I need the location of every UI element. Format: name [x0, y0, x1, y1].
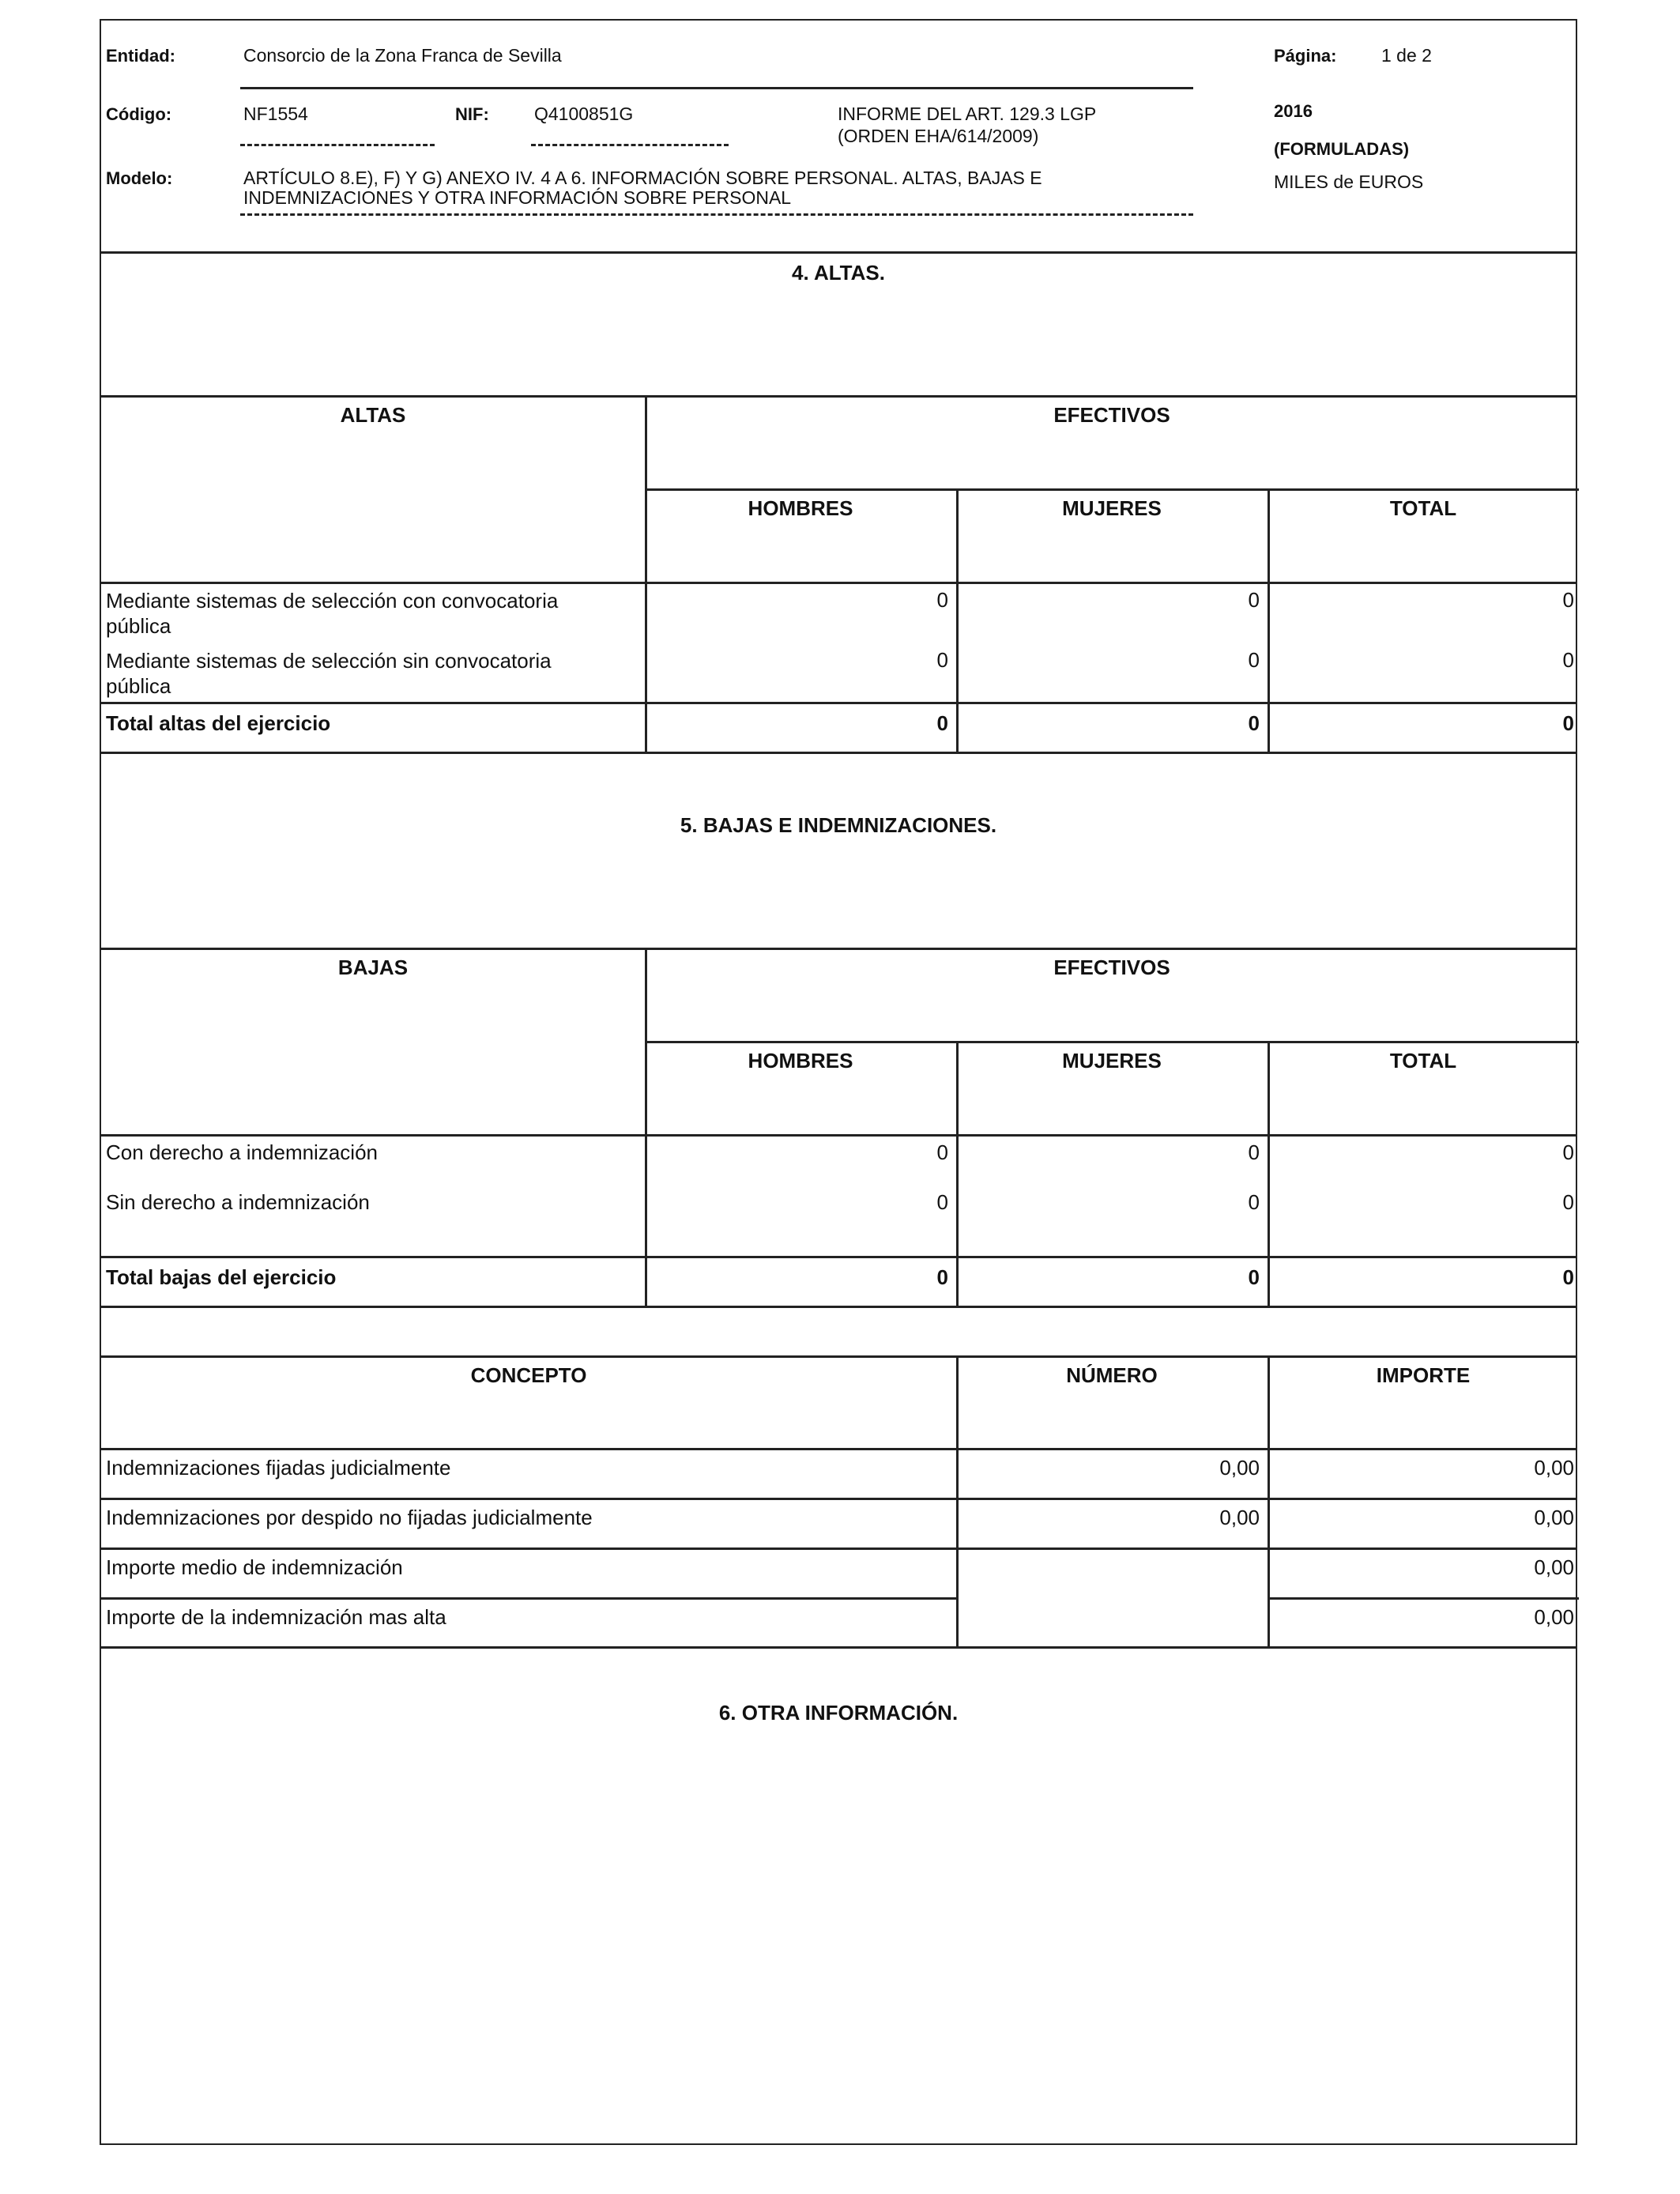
entidad-label: Entidad:	[106, 46, 175, 66]
entidad-underline	[240, 87, 1193, 89]
altas-row-1-hombres: 0	[936, 588, 948, 612]
indem-row-3-label: Importe medio de indemnización	[106, 1555, 403, 1579]
bajas-row-2-total: 0	[1562, 1190, 1574, 1214]
altas-row-2-label: Mediante sistemas de selección sin convocatoria pública	[106, 649, 552, 698]
indem-numero-header: NÚMERO	[1066, 1363, 1158, 1387]
codigo-label: Código:	[106, 104, 172, 124]
indem-header-bottom	[101, 1448, 1576, 1450]
formuladas: (FORMULADAS)	[1274, 139, 1410, 159]
indem-col-divider-2	[1268, 1355, 1270, 1646]
informe-line2: (ORDEN EHA/614/2009)	[838, 126, 1039, 146]
indem-table-top	[101, 1355, 1576, 1358]
altas-total-mujeres: 0	[1248, 711, 1260, 735]
codigo-value: NF1554	[243, 104, 308, 124]
nif-label: NIF:	[455, 104, 489, 124]
altas-total-label: Total altas del ejercicio	[106, 711, 331, 735]
indem-col-divider-1	[956, 1355, 959, 1646]
pagina-value: 1 de 2	[1381, 45, 1432, 66]
altas-mujeres-header: MUJERES	[1062, 496, 1162, 520]
header-divider	[101, 251, 1576, 254]
bajas-row-1-hombres: 0	[936, 1140, 948, 1164]
units: MILES de EUROS	[1274, 172, 1424, 192]
section-otra-title: 6. OTRA INFORMACIÓN.	[718, 1701, 959, 1725]
nif-value: Q4100851G	[534, 104, 634, 124]
entidad-value: Consorcio de la Zona Franca de Sevilla	[243, 45, 562, 66]
bajas-total-header: TOTAL	[1389, 1049, 1457, 1072]
indem-row-3-bottom-left	[101, 1597, 956, 1600]
year: 2016	[1274, 101, 1313, 121]
bajas-efectivos-header: EFECTIVOS	[1053, 956, 1170, 979]
indem-row-3-bottom-right	[1268, 1597, 1579, 1600]
modelo-label: Modelo:	[106, 168, 173, 188]
altas-total-hombres: 0	[936, 711, 948, 735]
indem-row-2-numero: 0,00	[1219, 1506, 1260, 1529]
bajas-mujeres-header: MUJERES	[1062, 1049, 1162, 1072]
indem-importe-header: IMPORTE	[1376, 1363, 1471, 1387]
altas-efectivos-divider	[645, 488, 1579, 491]
indem-row-1-numero: 0,00	[1219, 1456, 1260, 1480]
altas-col-divider-1	[645, 395, 647, 752]
modelo-dashed-line	[240, 213, 1193, 216]
bajas-total-total: 0	[1562, 1265, 1574, 1289]
informe-line1: INFORME DEL ART. 129.3 LGP	[838, 104, 1097, 124]
indem-row-2-label: Indemnizaciones por despido no fijadas judicialmente	[106, 1506, 593, 1529]
section-bajas-title: 5. BAJAS E INDEMNIZACIONES.	[680, 813, 997, 837]
altas-row-1-total: 0	[1562, 588, 1574, 612]
bajas-total-hombres: 0	[936, 1265, 948, 1289]
bajas-table-top	[101, 948, 1576, 950]
bajas-col-header: BAJAS	[337, 956, 409, 979]
altas-row-2-mujeres: 0	[1248, 648, 1260, 672]
altas-hombres-header: HOMBRES	[748, 496, 853, 520]
bajas-row-2-mujeres: 0	[1248, 1190, 1260, 1214]
indem-row-4-label: Importe de la indemnización mas alta	[106, 1605, 446, 1629]
altas-efectivos-header: EFECTIVOS	[1053, 403, 1170, 427]
bajas-row-1-label: Con derecho a indemnización	[106, 1140, 378, 1164]
bajas-total-mujeres: 0	[1248, 1265, 1260, 1289]
bajas-header-bottom	[101, 1134, 1576, 1137]
altas-col-header: ALTAS	[340, 403, 406, 427]
indem-concepto-header: CONCEPTO	[470, 1363, 587, 1387]
bajas-col-divider-1	[645, 948, 647, 1306]
altas-header-bottom	[101, 582, 1576, 584]
indem-row-1-bottom	[101, 1498, 1576, 1500]
indem-row-4-importe: 0,00	[1534, 1605, 1574, 1629]
codigo-dashed-line	[240, 144, 435, 146]
bajas-hombres-header: HOMBRES	[748, 1049, 853, 1072]
report-frame	[100, 19, 1577, 2145]
modelo-line1: ARTÍCULO 8.E), F) Y G) ANEXO IV. 4 A 6. INFORMACIÓN SOBRE PERSONAL. ALTAS, BAJAS E	[243, 168, 1042, 188]
altas-row-1-mujeres: 0	[1248, 588, 1260, 612]
altas-table-bottom	[101, 752, 1576, 754]
bajas-row-2-hombres: 0	[936, 1190, 948, 1214]
altas-row-2-total: 0	[1562, 648, 1574, 672]
indem-row-1-label: Indemnizaciones fijadas judicialmente	[106, 1456, 451, 1480]
altas-table-top	[101, 395, 1576, 398]
indem-row-3-importe: 0,00	[1534, 1555, 1574, 1579]
bajas-row-2-label: Sin derecho a indemnización	[106, 1190, 370, 1214]
bajas-row-1-mujeres: 0	[1248, 1140, 1260, 1164]
section-altas-title: 4. ALTAS.	[792, 261, 885, 285]
modelo-line2: INDEMNIZACIONES Y OTRA INFORMACIÓN SOBRE PERSONAL	[243, 187, 792, 208]
nif-dashed-line	[531, 144, 729, 146]
altas-total-total: 0	[1562, 711, 1574, 735]
indem-row-2-importe: 0,00	[1534, 1506, 1574, 1529]
bajas-total-top	[101, 1256, 1576, 1258]
altas-row-1-label: Mediante sistemas de selección con convocatoria pública	[106, 589, 559, 638]
bajas-row-1-total: 0	[1562, 1140, 1574, 1164]
bajas-table-bottom	[101, 1306, 1576, 1308]
altas-total-header: TOTAL	[1389, 496, 1457, 520]
altas-row-2-hombres: 0	[936, 648, 948, 672]
indem-row-2-bottom	[101, 1547, 1576, 1550]
indem-row-1-importe: 0,00	[1534, 1456, 1574, 1480]
pagina-label: Página:	[1274, 46, 1337, 66]
bajas-efectivos-divider	[645, 1041, 1579, 1043]
bajas-total-label: Total bajas del ejercicio	[106, 1265, 337, 1289]
indem-table-bottom	[101, 1646, 1576, 1649]
altas-total-top	[101, 702, 1576, 704]
